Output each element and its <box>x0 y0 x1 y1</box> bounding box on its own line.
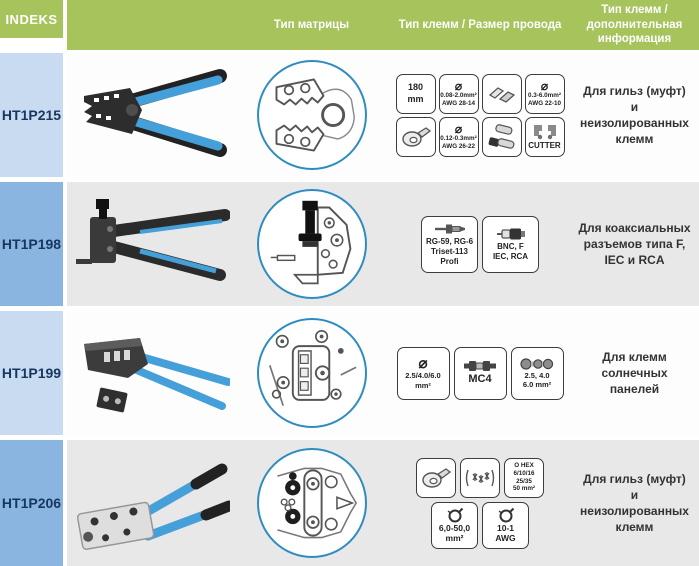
die-cell <box>233 182 390 306</box>
header-cell-terminals: Тип клемм / Размер провода <box>398 18 562 31</box>
solar-terminal-icon <box>519 357 555 371</box>
table-row <box>0 311 699 435</box>
table-row <box>0 182 699 306</box>
badge-ring-terminal <box>396 117 436 157</box>
badge-coax-cables: RG-59, RG-6 Triset-113 Profi <box>421 216 478 273</box>
header-cell-info: Тип клемм / дополнительная информация <box>586 3 683 46</box>
hex-crimp-dies-icon <box>464 468 496 488</box>
ring-terminal-icon <box>420 465 452 491</box>
table-row <box>0 440 699 566</box>
coax-crimper-image <box>70 189 230 299</box>
badge-tool-length: 180 mm <box>396 74 436 114</box>
spade-terminal-icon <box>487 83 517 105</box>
spec-badges <box>390 311 570 435</box>
die-cell <box>233 440 390 566</box>
badge-connector-types: BNC, F IEC, RCA <box>482 216 539 273</box>
ring-terminal-icon <box>400 124 432 150</box>
badge-spade-terminal <box>482 74 522 114</box>
header-cell-matrix: Тип матрицы <box>273 18 350 31</box>
table-row <box>0 53 699 177</box>
usage-description: Для гильз (муфт) и неизолированных клемм <box>580 471 689 535</box>
indeks-cell <box>0 53 63 177</box>
spec-badges <box>390 182 570 306</box>
header-indeks-label: INDEKS <box>5 11 58 27</box>
diameter-icon: ⌀ <box>454 121 463 136</box>
spec-badges <box>390 53 570 177</box>
die-cell <box>233 311 390 435</box>
tool-photo <box>67 182 233 306</box>
badge-mc4: MC4 <box>454 347 507 400</box>
usage-description: Для клемм солнечных панелей <box>601 349 668 397</box>
badge-wire-range-3: ⌀ 0.12-0.3mm² AWG 26-22 <box>439 117 479 157</box>
header-cell-indeks <box>0 0 63 38</box>
product-index: HT1P199 <box>1 365 62 381</box>
badge-ring-terminal <box>416 458 456 498</box>
product-index: HT1P206 <box>1 495 62 511</box>
mc4-connector-icon <box>462 359 498 373</box>
hex-diameter-icon <box>446 507 464 523</box>
diameter-icon: ⌀ <box>540 78 549 93</box>
die-drawing <box>264 67 360 163</box>
badge-wire-range: ⌀ 2.5/4.0/6.0 mm² <box>397 347 450 400</box>
cutter-icon <box>531 123 559 141</box>
indeks-cell <box>0 182 63 306</box>
tool-photo <box>67 440 233 566</box>
badge-wire-range-awg: 10-1 AWG <box>482 502 529 549</box>
solar-crimper-image <box>70 318 230 428</box>
badge-solar-terminal: 2.5, 4.0 6.0 mm² <box>511 347 564 400</box>
badge-cutter: CUTTER <box>525 117 565 157</box>
diameter-icon: ⌀ <box>454 78 463 93</box>
header-band <box>67 0 699 50</box>
badge-wire-range-mm: 6,0-50,0 mm² <box>431 502 478 549</box>
badge-ferrules <box>482 117 522 157</box>
usage-description: Для коаксиальных разъемов типа F, IEC и RCA <box>578 220 691 268</box>
f-connector-icon <box>494 226 528 242</box>
product-index: HT1P198 <box>1 236 62 252</box>
hex-diameter-icon <box>497 507 515 523</box>
badge-wire-range-1: ⌀ 0.08-2.0mm² AWG 28-14 <box>439 74 479 114</box>
badge-hex-sizes: O HEX 6/10/16 25/35 50 mm² <box>504 458 544 498</box>
hex-crimper-image <box>70 448 230 558</box>
diameter-icon: ⌀ <box>418 355 428 373</box>
badge-hex-crimp <box>460 458 500 498</box>
coax-cable-icon <box>433 221 467 237</box>
die-cell <box>233 53 390 177</box>
badge-wire-range-2: ⌀ 0.3-6.0mm² AWG 22-10 <box>525 74 565 114</box>
die-drawing <box>264 325 360 421</box>
indeks-cell <box>0 440 63 566</box>
die-drawing <box>264 196 360 292</box>
tool-photo <box>67 311 233 435</box>
die-diagram-circle <box>257 318 367 428</box>
die-diagram-circle <box>257 60 367 170</box>
spec-badges <box>390 440 570 566</box>
ferrule-wires-icon <box>486 123 518 151</box>
indeks-cell <box>0 311 63 435</box>
crimping-pliers-image <box>70 60 230 170</box>
die-diagram-circle <box>257 189 367 299</box>
die-drawing <box>264 455 360 551</box>
tool-photo <box>67 53 233 177</box>
usage-description: Для гильз (муфт) и неизолированных клемм <box>580 83 689 147</box>
product-index: HT1P215 <box>1 107 62 123</box>
die-diagram-circle <box>257 448 367 558</box>
